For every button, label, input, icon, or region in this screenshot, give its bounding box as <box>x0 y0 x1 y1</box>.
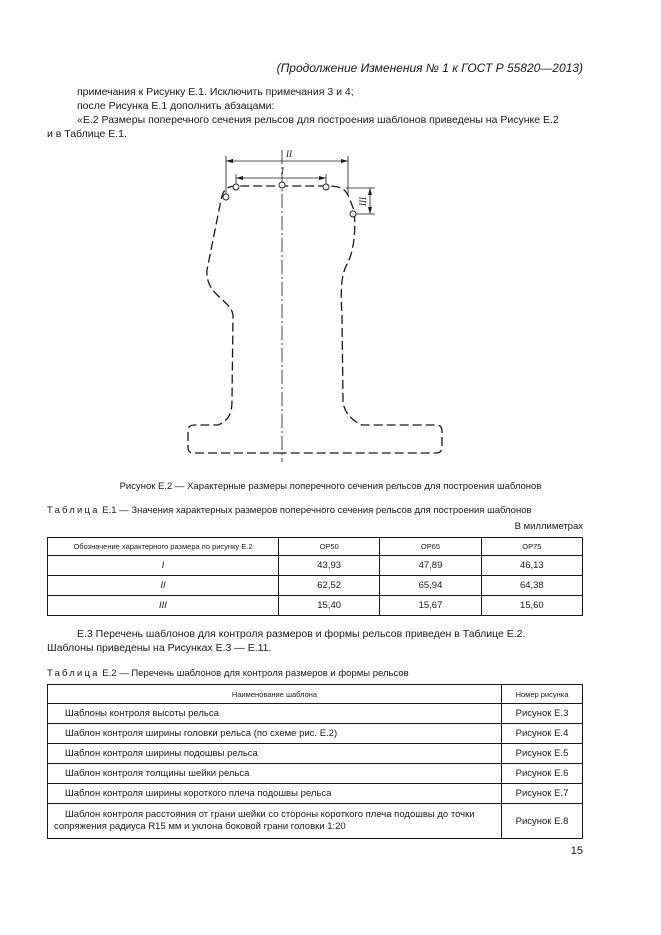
table-cell: Шаблон контроля ширины короткого плеча подошвы рельса <box>48 784 502 804</box>
rail-profile-outline <box>188 186 442 453</box>
table-cell: II <box>48 576 279 596</box>
paragraph-2: после Рисунка Е.1 дополнить абзацами: <box>77 100 275 112</box>
table-2 <box>47 684 583 839</box>
table-header-row <box>48 685 583 704</box>
table-row <box>48 596 583 616</box>
table-cell: Рисунок Е.5 <box>502 744 583 764</box>
table-row <box>48 704 583 724</box>
paragraph-4-line-2: Шаблоны приведены на Рисунках Е.3 — Е.11. <box>47 642 272 654</box>
table-1-caption-prefix: Таблица <box>47 505 100 516</box>
reference-point <box>323 184 329 190</box>
table-row <box>48 556 583 576</box>
table-cell: 43,93 <box>279 556 380 576</box>
reference-point <box>350 211 356 217</box>
column-header: Номер рисунка <box>502 685 583 704</box>
table-cell <box>48 804 502 839</box>
table-cell: Рисунок Е.7 <box>502 784 583 804</box>
table-cell: 15,60 <box>481 596 582 616</box>
table-cell: Рисунок Е.4 <box>502 724 583 744</box>
paragraph-3-line-2: и в Таблице Е.1. <box>47 128 127 140</box>
table-1 <box>47 537 583 616</box>
dimension-label-III: III <box>358 197 368 206</box>
table-2-caption-prefix: Таблица <box>47 668 100 679</box>
table-row <box>48 744 583 764</box>
page-header: (Продолжение Изменения № 1 к ГОСТ Р 55820—2013) <box>276 61 583 75</box>
column-header: Обозначение характерного размера по рисунку Е.2 <box>48 538 279 556</box>
reference-point <box>223 194 229 200</box>
table-cell: 47,89 <box>380 556 481 576</box>
table-cell: 15,40 <box>279 596 380 616</box>
paragraph-3-line-1: «Е.2 Размеры поперечного сечения рельсов для построения шаблонов приведены на Рисунке Е.2 <box>77 114 559 126</box>
table-cell: Рисунок Е.3 <box>502 704 583 724</box>
rail-cross-section-figure <box>160 140 480 470</box>
paragraph-1: примечания к Рисунку Е.1. Исключить примечания 3 и 4; <box>77 86 354 98</box>
dimension-label-I: I <box>281 166 284 176</box>
table-cell: 65,94 <box>380 576 481 596</box>
table-1-caption-text: Е.1 — Значения характерных размеров поперечного сечения рельсов для построения шаблонов <box>102 505 532 516</box>
table-cell: 64,38 <box>481 576 582 596</box>
cell-line: сопряжения радиуса R15 мм и уклона боковой грани головки 1:20 <box>54 821 346 832</box>
table-header-row <box>48 538 583 556</box>
table-cell: 15,67 <box>380 596 481 616</box>
column-header: ОР50 <box>279 538 380 556</box>
table-cell: III <box>48 596 279 616</box>
table-cell: Шаблон контроля толщины шейки рельса <box>48 764 502 784</box>
table-row <box>48 724 583 744</box>
reference-point <box>233 184 239 190</box>
column-header: ОР65 <box>380 538 481 556</box>
table-cell: Рисунок Е.6 <box>502 764 583 784</box>
cell-line: Шаблон контроля расстояния от грани шейки со стороны короткого плеча подошвы до точки <box>65 809 475 820</box>
table-row <box>48 576 583 596</box>
column-header: Наименование шаблона <box>48 685 502 704</box>
table-cell: Рисунок Е.8 <box>502 804 583 839</box>
table-row <box>48 804 583 839</box>
table-row <box>48 784 583 804</box>
dimension-label-II: II <box>286 149 292 159</box>
column-header: ОР75 <box>481 538 582 556</box>
paragraph-4-line-1: Е.3 Перечень шаблонов для контроля размеров и формы рельсов приведен в Таблице Е.2. <box>77 628 526 640</box>
table-cell: I <box>48 556 279 576</box>
table-2-caption <box>47 668 409 679</box>
figure-caption: Рисунок Е.2 — Характерные размеры поперечного сечения рельсов для построения шаблонов <box>119 481 542 492</box>
table-1-caption <box>47 505 532 516</box>
table-1-units: В миллиметрах <box>514 521 583 532</box>
table-cell: Шаблон контроля ширины головки рельса (по схеме рис. Е.2) <box>48 724 502 744</box>
table-cell: Шаблоны контроля высоты рельса <box>48 704 502 724</box>
table-cell: 62,52 <box>279 576 380 596</box>
table-cell: 46,13 <box>481 556 582 576</box>
table-cell: Шаблон контроля ширины подошвы рельса <box>48 744 502 764</box>
reference-point <box>279 182 285 188</box>
table-2-caption-text: Е.2 — Перечень шаблонов для контроля размеров и формы рельсов <box>102 668 409 679</box>
page-number: 15 <box>570 845 583 857</box>
table-row <box>48 764 583 784</box>
